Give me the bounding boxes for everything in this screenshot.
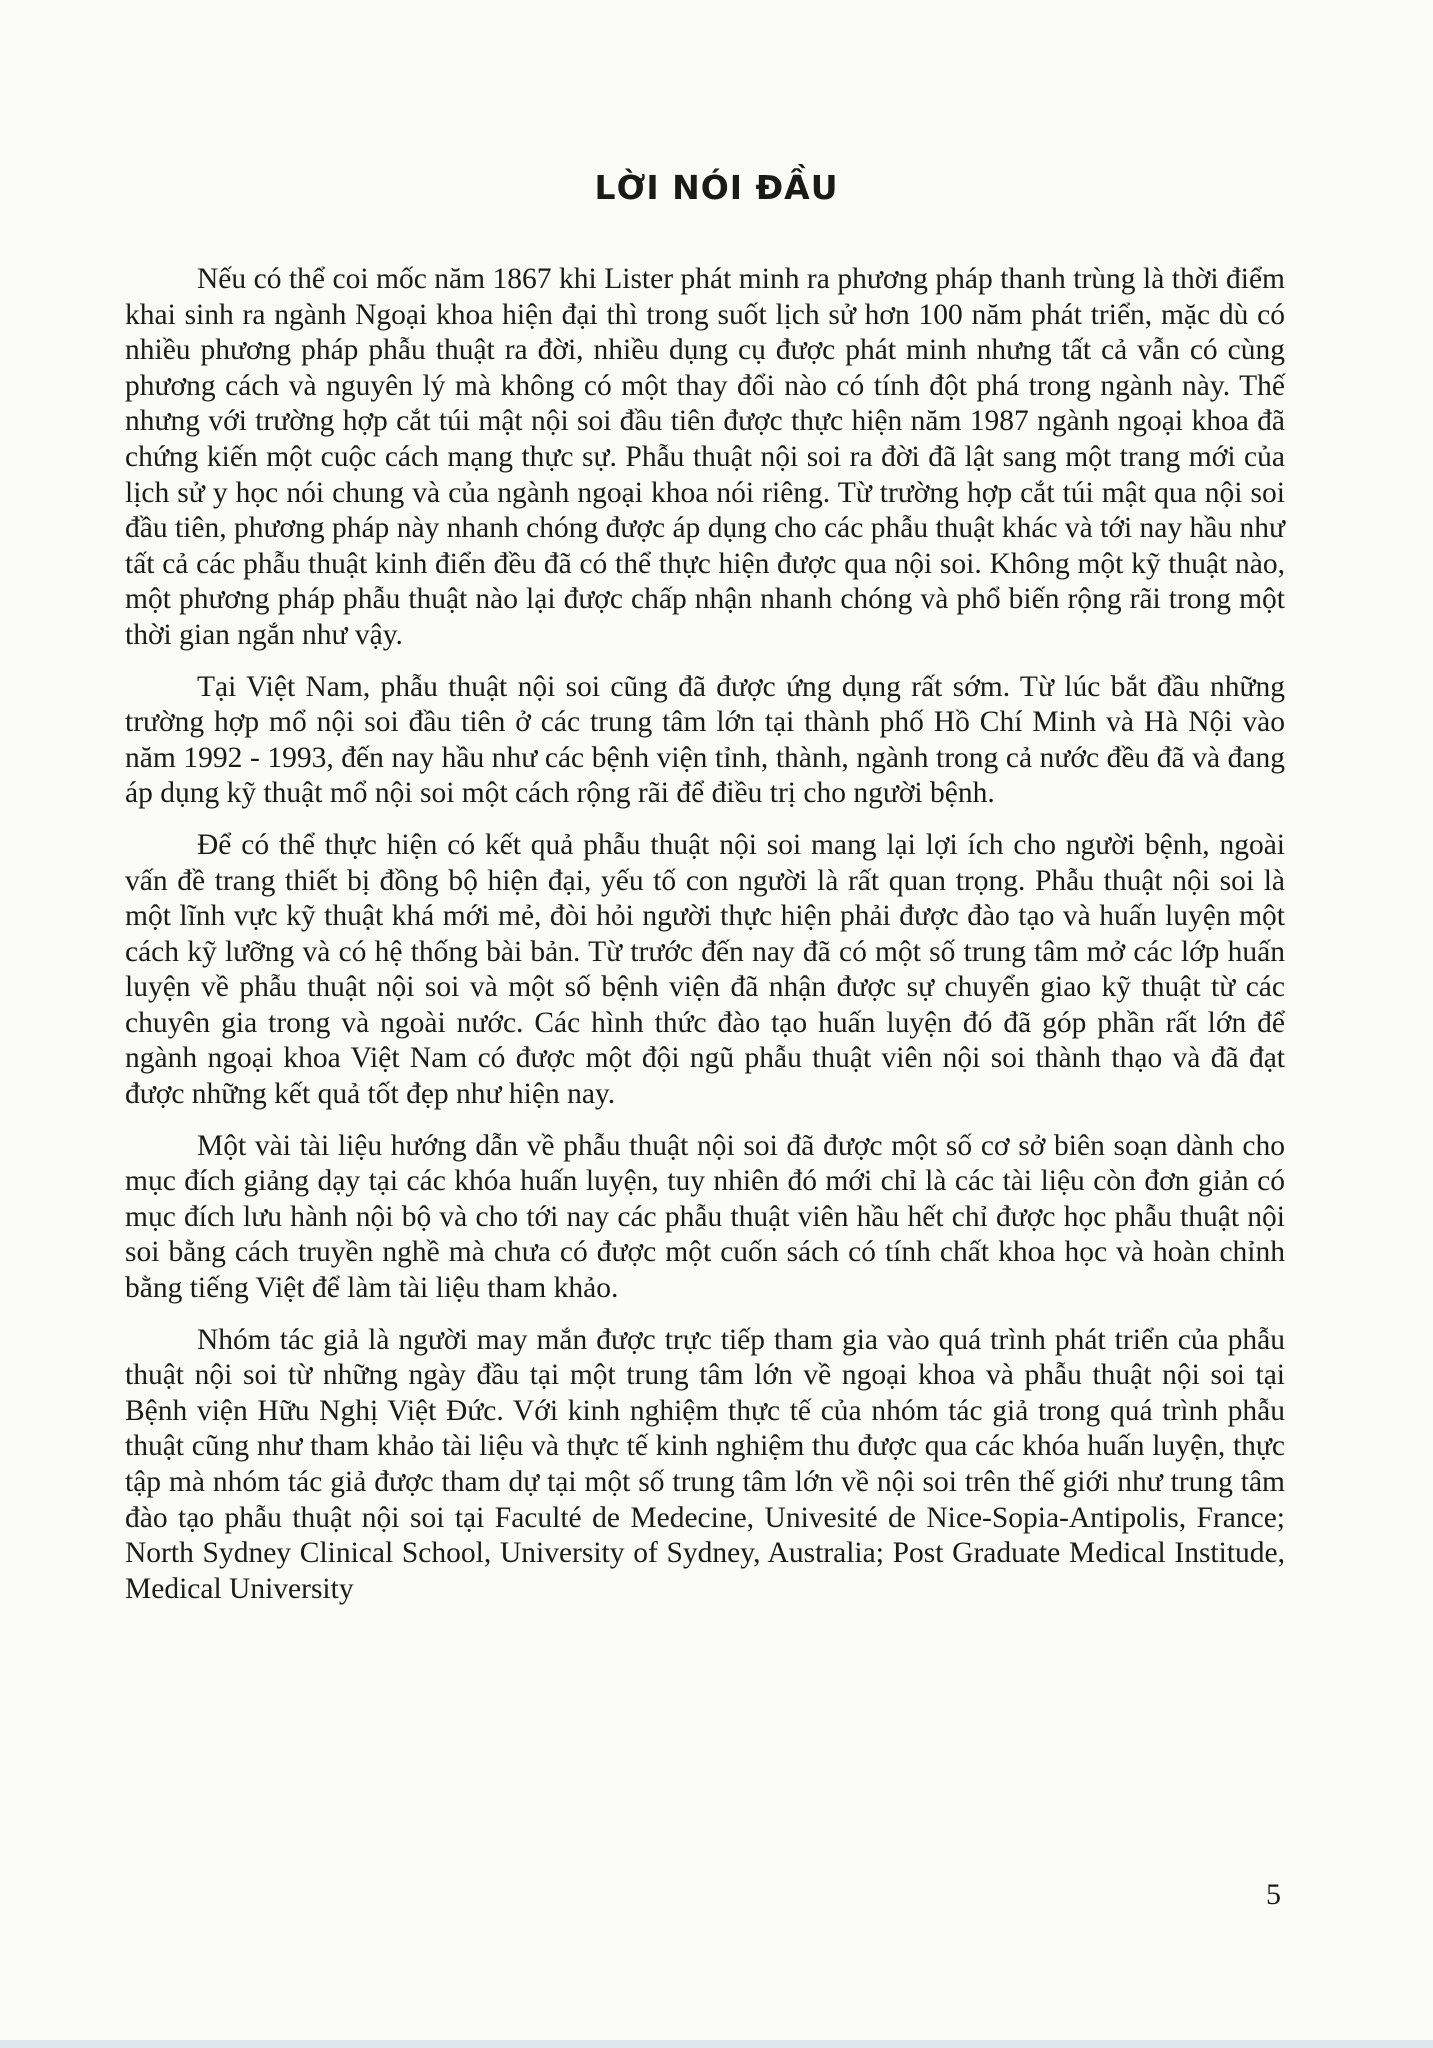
- paragraph-3: Để có thể thực hiện có kết quả phẫu thuật nội soi mang lại lợi ích cho người bệnh, ngoài vấn đề trang thiết bị đồng bộ hiện đại, yếu tố con người là rất quan trọng. Phẫu thuật nội soi là một lĩnh vực kỹ thuật khá mới mẻ, đòi hỏi người thực hiện phải được đào tạo và huấn luyện một cách kỹ lưỡng và có hệ thống bài bản. Từ trước đến nay đã có một số trung tâm mở các lớp huấn luyện về phẫu thuật nội soi và một số bệnh viện đã nhận được sự chuyển giao kỹ thuật từ các chuyên gia trong và ngoài nước. Các hình thức đào tạo huấn luyện đó đã góp phần rất lớn để ngành ngoại khoa Việt Nam có được một đội ngũ phẫu thuật viên nội soi thành thạo và đã đạt được những kết quả tốt đẹp như hiện nay.: [125, 828, 1285, 1111]
- paragraph-5: Nhóm tác giả là người may mắn được trực tiếp tham gia vào quá trình phát triển của phẫu thuật nội soi từ những ngày đầu tại một trung tâm lớn về ngoại khoa và phẫu thuật nội soi tại Bệnh viện Hữu Nghị Việt Đức. Với kinh nghiệm thực tế của nhóm tác giả trong quá trình phẫu thuật cũng như tham khảo tài liệu và thực tế kinh nghiệm thu được qua các khóa huấn luyện, thực tập mà nhóm tác giả được tham dự tại một số trung tâm lớn về nội soi trên thế giới như trung tâm đào tạo phẫu thuật nội soi tại Faculté de Medecine, Univesité de Nice-Sopia-Antipolis, France; North Sydney Clinical School, University of Sydney, Australia; Post Graduate Medical Institude, Medical University: [125, 1323, 1285, 1605]
- paragraph-1: Nếu có thể coi mốc năm 1867 khi Lister phát minh ra phương pháp thanh trùng là thời điểm khai sinh ra ngành Ngoại khoa hiện đại thì trong suốt lịch sử hơn 100 năm phát triển, mặc dù có nhiều phương pháp phẫu thuật ra đời, nhiều dụng cụ được phát minh nhưng tất cả vẫn có cùng phương cách và nguyên lý mà không có một thay đổi nào có tính đột phá trong ngành này. Thế nhưng với trường hợp cắt túi mật nội soi đầu tiên được thực hiện năm 1987 ngành ngoại khoa đã chứng kiến một cuộc cách mạng thực sự. Phẫu thuật nội soi ra đời đã lật sang một trang mới của lịch sử y học nói chung và của ngành ngoại khoa nói riêng. Từ trường hợp cắt túi mật qua nội soi đầu tiên, phương pháp này nhanh chóng được áp dụng cho các phẫu thuật khác và tới nay hầu như tất cả các phẫu thuật kinh điển đều đã có thể thực hiện được qua nội soi. Không một kỹ thuật nào, một phương pháp phẫu thuật nào lại được chấp nhận nhanh chóng và phổ biến rộng rãi trong một thời gian ngắn như vậy.: [125, 263, 1285, 651]
- page-title: LỜI NÓI ĐẦU: [594, 168, 839, 207]
- page-number: 5: [1266, 1878, 1281, 1911]
- paragraph-4: Một vài tài liệu hướng dẫn về phẫu thuật nội soi đã được một số cơ sở biên soạn dành cho mục đích giảng dạy tại các khóa huấn luyện, tuy nhiên đó mới chỉ là các tài liệu còn đơn giản có mục đích lưu hành nội bộ và cho tới nay các phẫu thuật viên hầu hết chỉ được học phẫu thuật nội soi bằng cách truyền nghề mà chưa có được một cuốn sách có tính chất khoa học và hoàn chỉnh bằng tiếng Việt để làm tài liệu tham khảo.: [125, 1129, 1285, 1305]
- paragraph-2: Tại Việt Nam, phẫu thuật nội soi cũng đã được ứng dụng rất sớm. Từ lúc bắt đầu những trường hợp mổ nội soi đầu tiên ở các trung tâm lớn tại thành phố Hồ Chí Minh và Hà Nội vào năm 1992 - 1993, đến nay hầu như các bệnh viện tỉnh, thành, ngành trong cả nước đều đã và đang áp dụng kỹ thuật mổ nội soi một cách rộng rãi để điều trị cho người bệnh.: [125, 670, 1285, 810]
- scan-edge: [0, 2040, 1433, 2048]
- body-text: [125, 262, 1285, 1623]
